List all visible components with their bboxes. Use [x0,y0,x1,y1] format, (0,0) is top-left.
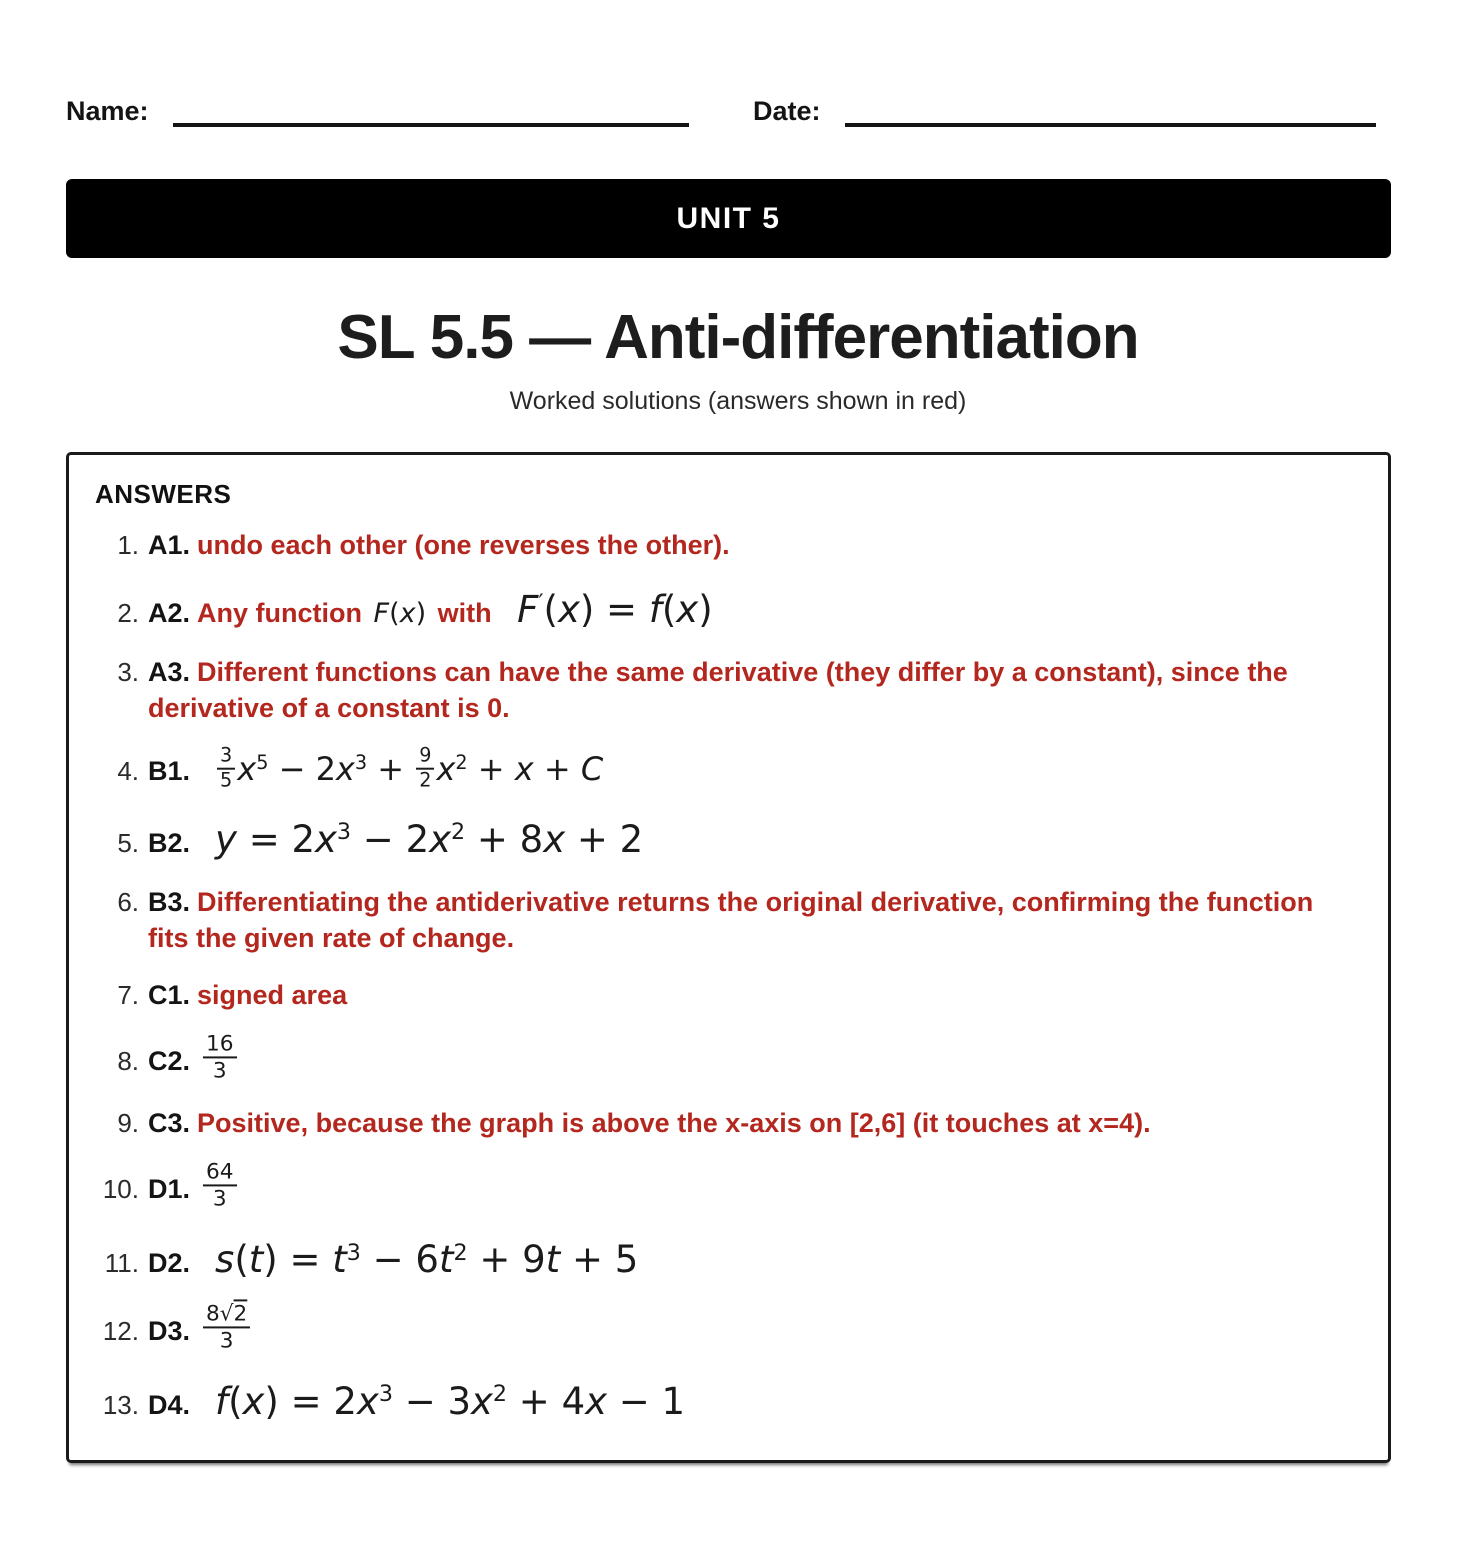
math-variable: F [517,587,539,631]
math-variable: t [332,1237,347,1281]
answer-item [93,528,1358,564]
answer-label: C1. [148,979,191,1010]
math-variable: x [557,587,580,631]
answer-label: C2. [148,1045,191,1076]
fraction-denominator [419,770,431,792]
math-variable: x [356,1379,379,1423]
answer-item [93,978,1358,1014]
math-superscript: 5 [256,751,269,775]
math-text: + [367,749,415,788]
math-superscript: 2 [451,819,466,846]
answer-text: Any function [197,597,363,628]
math-text: 3 [212,1058,227,1084]
math-text: 16 [206,1030,234,1056]
math-expression [215,1238,638,1281]
math-text: + [467,749,515,788]
answer-content [148,815,1358,864]
answer-content [148,1159,1358,1214]
math-superscript: 3 [336,819,352,846]
answer-number: 9. [117,1108,139,1139]
math-expression [215,743,604,792]
answer-text: Differentiating the antiderivative returns the original derivative, confirming the function fits the given rate of change. [148,886,1314,953]
name-field [66,96,689,127]
math-text: ) [698,587,713,631]
math-text: ( [543,587,558,631]
answer-content [148,1377,1358,1426]
answer-label: D3. [148,1316,191,1347]
answer-number: 3. [117,657,139,688]
math-variable: y [215,817,237,861]
answer-item [93,1106,1358,1142]
math-fraction [203,1302,250,1353]
answer-label: A1. [148,530,191,560]
answer-content [148,1106,1358,1142]
date-label: Date: [753,96,821,126]
math-text: ( [389,597,400,629]
math-radicand: 2 [233,1301,248,1327]
answer-content [148,585,1358,634]
math-variable: x [676,587,699,631]
math-expression [374,598,427,629]
math-variable: x [471,1379,493,1423]
answer-content [148,885,1358,957]
answer-content [148,978,1358,1014]
answer-label: A3. [148,657,191,688]
answer-number: 4. [117,755,139,786]
math-variable: x [237,749,257,788]
answer-number: 10. [102,1174,139,1205]
math-text: ) = [579,587,649,631]
math-variable: t [248,1237,264,1281]
math-text: 9 [419,743,432,767]
answer-number: 12. [102,1316,139,1347]
fraction-denominator [213,1058,227,1082]
math-text: = 2 [236,817,316,861]
answer-content [148,1301,1358,1356]
math-superscript: 3 [346,1239,361,1266]
math-text: ( [228,1379,243,1423]
math-variable: s [215,1237,235,1281]
answers-list [93,528,1358,1426]
answer-label: C3. [148,1108,191,1139]
math-text: − 1 [607,1379,686,1423]
math-text: − 2 [351,817,430,861]
answer-item [93,1159,1358,1214]
math-text: − 3 [392,1379,472,1423]
math-text: 8 [206,1301,220,1327]
math-variable: x [543,817,566,861]
math-text: ) = [263,1237,333,1281]
answer-text: signed area [197,979,348,1010]
math-variable: C [580,749,604,788]
answers-box [66,452,1391,1463]
math-variable: F [373,597,390,629]
fraction-numerator [203,1302,250,1328]
answer-item [93,1235,1358,1284]
math-variable: x [315,817,337,861]
answer-text: Different functions can have the same derivative (they differ by a constant), since the derivative of a constant is 0. [148,657,1288,724]
math-superscript: 2 [492,1381,508,1408]
math-expression [215,818,643,861]
math-expression [201,1030,238,1084]
math-text: 3 [219,1328,234,1354]
date-blank-line [845,113,1376,127]
answer-label: D2. [148,1247,191,1278]
fraction-denominator [220,1329,234,1353]
answer-content [148,1235,1358,1284]
unit-banner [66,179,1391,258]
math-variable: x [436,749,456,788]
answer-label: D4. [148,1389,191,1420]
fraction-numerator [203,1032,236,1058]
math-text: + [533,749,581,788]
math-text: 2 [419,768,432,792]
math-variable: x [335,749,355,788]
math-variable: f [648,587,662,631]
answer-content [148,743,1358,794]
answer-item [93,885,1358,957]
unit-banner-label: UNIT 5 [676,201,781,235]
math-sqrt: √2 [219,1301,248,1327]
math-text: 3 [220,743,233,767]
answer-item [93,1301,1358,1356]
fraction-denominator [220,770,232,792]
math-variable: x [429,817,452,861]
math-fraction [203,1032,236,1083]
math-fraction [203,1161,236,1212]
math-variable: x [242,1379,265,1423]
math-text: 64 [206,1159,234,1185]
math-text: + 9 [467,1237,546,1281]
answer-text: undo each other (one reverses the other). [197,530,730,560]
answer-content [148,655,1358,727]
math-text: + 8 [465,817,544,861]
math-text: ( [661,587,677,631]
math-expression [215,1380,685,1423]
math-fraction [416,743,434,792]
page-subtitle: Worked solutions (answers shown in red) [509,387,967,415]
answer-label: B3. [148,886,191,917]
answer-text: Positive, because the graph is above the x-axis on [2,6] (it touches at x=4). [197,1108,1151,1139]
math-expression [517,588,712,631]
math-text: + 2 [565,817,644,861]
answer-item [93,655,1358,727]
math-text: 3 [212,1186,227,1212]
fraction-numerator [217,743,235,770]
math-variable: x [514,749,534,788]
math-fraction [217,743,235,792]
math-variable: x [399,597,416,629]
fraction-numerator [203,1161,236,1187]
math-text: + 5 [560,1237,639,1281]
answer-label: D1. [148,1174,191,1205]
answer-number: 8. [117,1045,139,1076]
answer-item [93,1030,1358,1086]
math-superscript: ′ [538,589,544,616]
date-field [753,96,1376,127]
math-text: 5 [220,768,233,792]
math-variable: t [438,1237,454,1281]
math-text: ( [234,1237,249,1281]
math-text: + 4 [507,1379,586,1423]
answer-item [93,1377,1358,1426]
math-text: − 6 [360,1237,439,1281]
math-expression [201,1159,238,1212]
name-blank-line [173,113,689,127]
math-variable: x [585,1379,608,1423]
answer-item [93,815,1358,864]
answer-label: B1. [148,755,191,786]
math-expression [201,1301,252,1354]
answer-number: 1. [117,530,139,560]
answer-number: 6. [117,886,139,917]
math-text: ) = 2 [264,1379,357,1423]
math-text: − 2 [268,749,336,788]
answer-number: 2. [117,597,139,628]
math-variable: t [545,1237,561,1281]
name-label: Name: [66,96,149,126]
answer-number: 7. [117,979,139,1010]
math-superscript: 3 [378,1381,393,1408]
math-variable: f [215,1379,229,1423]
header-row [0,0,1476,127]
math-superscript: 3 [354,751,368,775]
math-superscript: 2 [453,1239,468,1266]
page-title: SL 5.5 — Anti-differentiation [337,303,1139,372]
answer-number: 13. [102,1389,139,1420]
answer-label: A2. [148,597,191,628]
answer-content [148,528,1358,564]
fraction-numerator [416,743,434,770]
math-superscript: 2 [455,751,468,775]
answers-heading: ANSWERS [95,479,232,509]
answer-item [93,743,1358,794]
answer-number: 5. [117,827,139,858]
fraction-denominator [213,1187,227,1211]
answer-text: with [437,597,492,628]
answer-content [148,1030,1358,1086]
answer-label: B2. [148,827,191,858]
answer-number: 11. [104,1247,139,1278]
math-text: ) [415,597,427,629]
answer-item [93,585,1358,634]
